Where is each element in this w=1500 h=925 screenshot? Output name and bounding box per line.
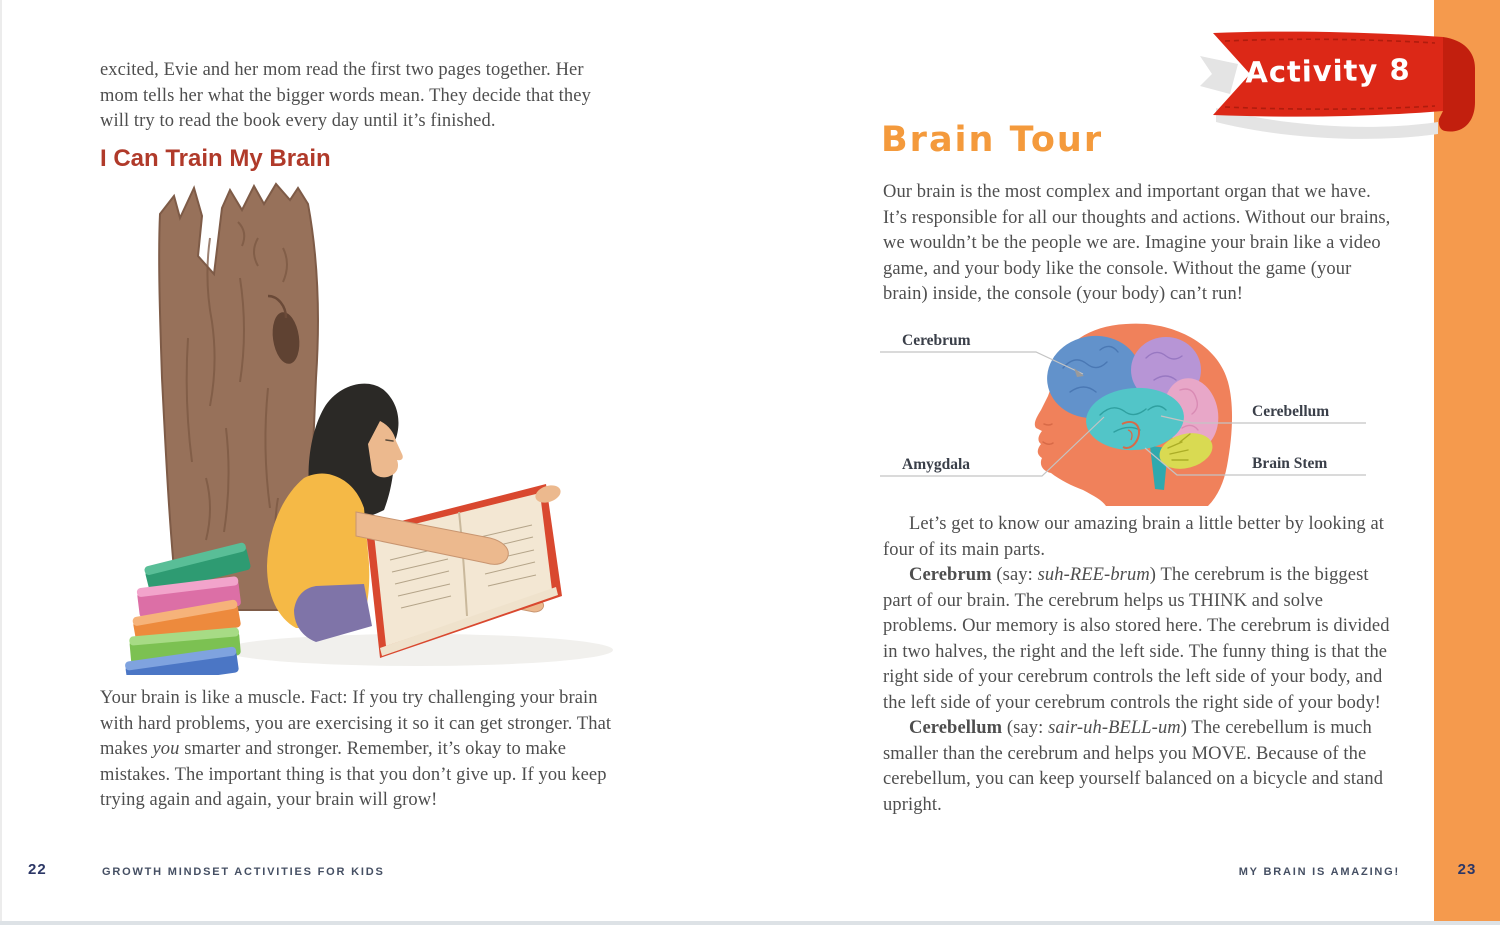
closing-text-emphasis: you — [152, 739, 180, 759]
left-closing-paragraph — [100, 686, 618, 814]
left-running-footer: GROWTH MINDSET ACTIVITIES FOR KIDS — [102, 866, 385, 878]
label-cerebellum: Cerebellum — [1252, 403, 1330, 420]
right-body-copy — [883, 512, 1400, 818]
right-intro-paragraph: Our brain is the most complex and important organ that we have. It’s responsible for all our thoughts and actions. Without our brains, we wouldn’t be the people we are. Imagine your brain like a video game, and your body like the console. Without the game (your brain) inside, the console (your body) can’t run! — [883, 182, 1391, 304]
lead-paragraph: Let’s get to know our amazing brain a little better by looking at four of its main parts. — [883, 514, 1385, 560]
book-stack — [125, 542, 252, 675]
photo-left-edge — [0, 0, 2, 925]
closing-text-pre: Your brain is like a muscle. Fact: If you try challenging your brain with hard problems, you are exercising it so it can get stronger. That makes — [100, 688, 612, 759]
cerebrum-paragraph — [883, 563, 1400, 716]
cerebrum-body: The cerebrum is the biggest part of our brain. The cerebrum helps us THINK and solve problems. Our memory is also stored here. The cerebrum is divided in two halves, the right and the left side. The funny thing is that the right side of your cerebrum controls the left side of your body, and the left side of your cerebrum controls the right side of your body! — [883, 565, 1390, 713]
activity-banner-label: Activity 8 — [1245, 52, 1411, 90]
cerebrum-pronunciation: suh-REE-brum — [1037, 565, 1150, 585]
girl-reading-illustration — [118, 178, 638, 675]
cerebellum-paragraph — [883, 716, 1400, 818]
cerebellum-say-open: (say: — [1002, 718, 1049, 738]
cerebellum-body: The cerebellum is much smaller than the cerebrum and helps you MOVE. Because of the cerebellum, you can keep yourself balanced on a bicycle and stand upright. — [883, 718, 1384, 815]
photo-bottom-edge — [0, 921, 1500, 925]
cerebrum-say-open: (say: — [991, 565, 1038, 585]
label-cerebrum: Cerebrum — [902, 332, 971, 349]
ribbon-fold — [1439, 37, 1475, 132]
brain-diagram — [878, 320, 1398, 506]
left-continued-paragraph: excited, Evie and her mom read the first two pages together. Her mom tells her what the bigger words mean. They decide that they will try to read the book every day until it’s finished. — [100, 60, 591, 131]
right-running-footer: MY BRAIN IS AMAZING! — [1238, 866, 1400, 878]
closing-text-post: smarter and stronger. Remember, it’s okay to make mistakes. The important thing is that you don’t give up. If you keep trying again and again, your brain will grow! — [100, 739, 607, 810]
cerebellum-pronunciation: sair-uh-BELL-um — [1048, 718, 1181, 738]
big-open-book — [366, 484, 562, 658]
section-heading: I Can Train My Brain — [100, 145, 331, 172]
cerebrum-term: Cerebrum — [909, 565, 992, 585]
label-brain-stem: Brain Stem — [1252, 455, 1328, 472]
label-amygdala: Amygdala — [902, 456, 971, 473]
cerebellum-say-close: ) — [1180, 718, 1192, 738]
cerebrum-say-close: ) — [1149, 565, 1161, 585]
girl-shorts — [294, 584, 372, 642]
left-page-number: 22 — [28, 861, 47, 878]
cerebellum-term: Cerebellum — [909, 718, 1003, 738]
chapter-heading: Brain Tour — [881, 120, 1104, 160]
right-page-number: 23 — [1457, 861, 1477, 878]
